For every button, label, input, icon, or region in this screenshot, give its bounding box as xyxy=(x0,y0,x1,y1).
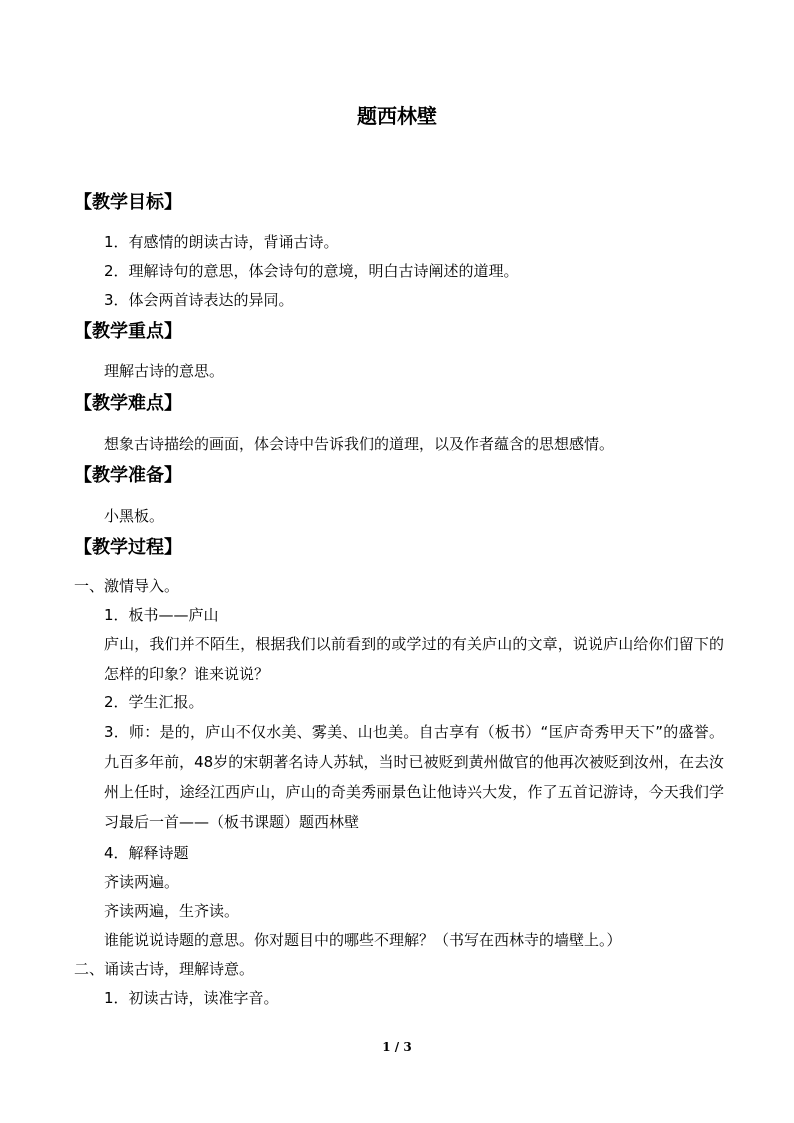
process-part1-title: 一、激情导入。 xyxy=(74,577,180,595)
objective-item-2: 2．理解诗句的意思，体会诗句的意境，明白古诗阐述的道理。 xyxy=(104,262,519,280)
heading-difficulties: 【教学难点】 xyxy=(74,393,182,414)
heading-preparation: 【教学准备】 xyxy=(74,465,182,486)
process-read-2: 齐读两遍，生齐读。 xyxy=(104,902,240,920)
page-number: 1 / 3 xyxy=(382,1040,412,1054)
difficulties-text: 想象古诗描绘的画面，体会诗中告诉我们的道理，以及作者蕴含的思想感情。 xyxy=(104,435,615,453)
process-step3-paragraph: 3．师：是的，庐山不仅水美、雾美、山也美。自古享有（板书）“匡庐奇秀甲天下”的盛誉。九百多年前，48岁的宋朝著名诗人苏轼，当时已被贬到黄州做官的他再次被贬到汝州，在去汝州上任时，途经江西庐山，庐山的奇美秀丽景色让他诗兴大发，作了五首记游诗，今天我们学习最后一首——（板书课题）题西林壁 xyxy=(104,723,724,831)
heading-objectives: 【教学目标】 xyxy=(74,192,182,213)
process-step4: 4．解释诗题 xyxy=(104,844,189,862)
objective-item-3: 3．体会两首诗表达的异同。 xyxy=(104,291,294,309)
heading-key-points: 【教学重点】 xyxy=(74,321,182,342)
process-step1: 1．板书——庐山 xyxy=(104,606,219,624)
key-points-text: 理解古诗的意思。 xyxy=(104,362,225,380)
process-part2-title: 二、诵读古诗，理解诗意。 xyxy=(74,960,255,978)
document-title: 题西林壁 xyxy=(357,104,437,128)
process-part2-step1: 1．初读古诗，读准字音。 xyxy=(104,989,279,1007)
process-step1-paragraph: 庐山，我们并不陌生，根据我们以前看到的或学过的有关庐山的文章，说说庐山给你们留下的怎样的印象？谁来说说？ xyxy=(104,635,724,683)
process-read-1: 齐读两遍。 xyxy=(104,873,180,891)
preparation-text: 小黑板。 xyxy=(104,507,165,525)
objective-item-1: 1．有感情的朗读古诗，背诵古诗。 xyxy=(104,233,339,251)
heading-process: 【教学过程】 xyxy=(74,537,182,558)
process-step2: 2．学生汇报。 xyxy=(104,693,204,711)
process-question: 谁能说说诗题的意思。你对题目中的哪些不理解？（书写在西林寺的墙壁上。） xyxy=(104,931,622,949)
